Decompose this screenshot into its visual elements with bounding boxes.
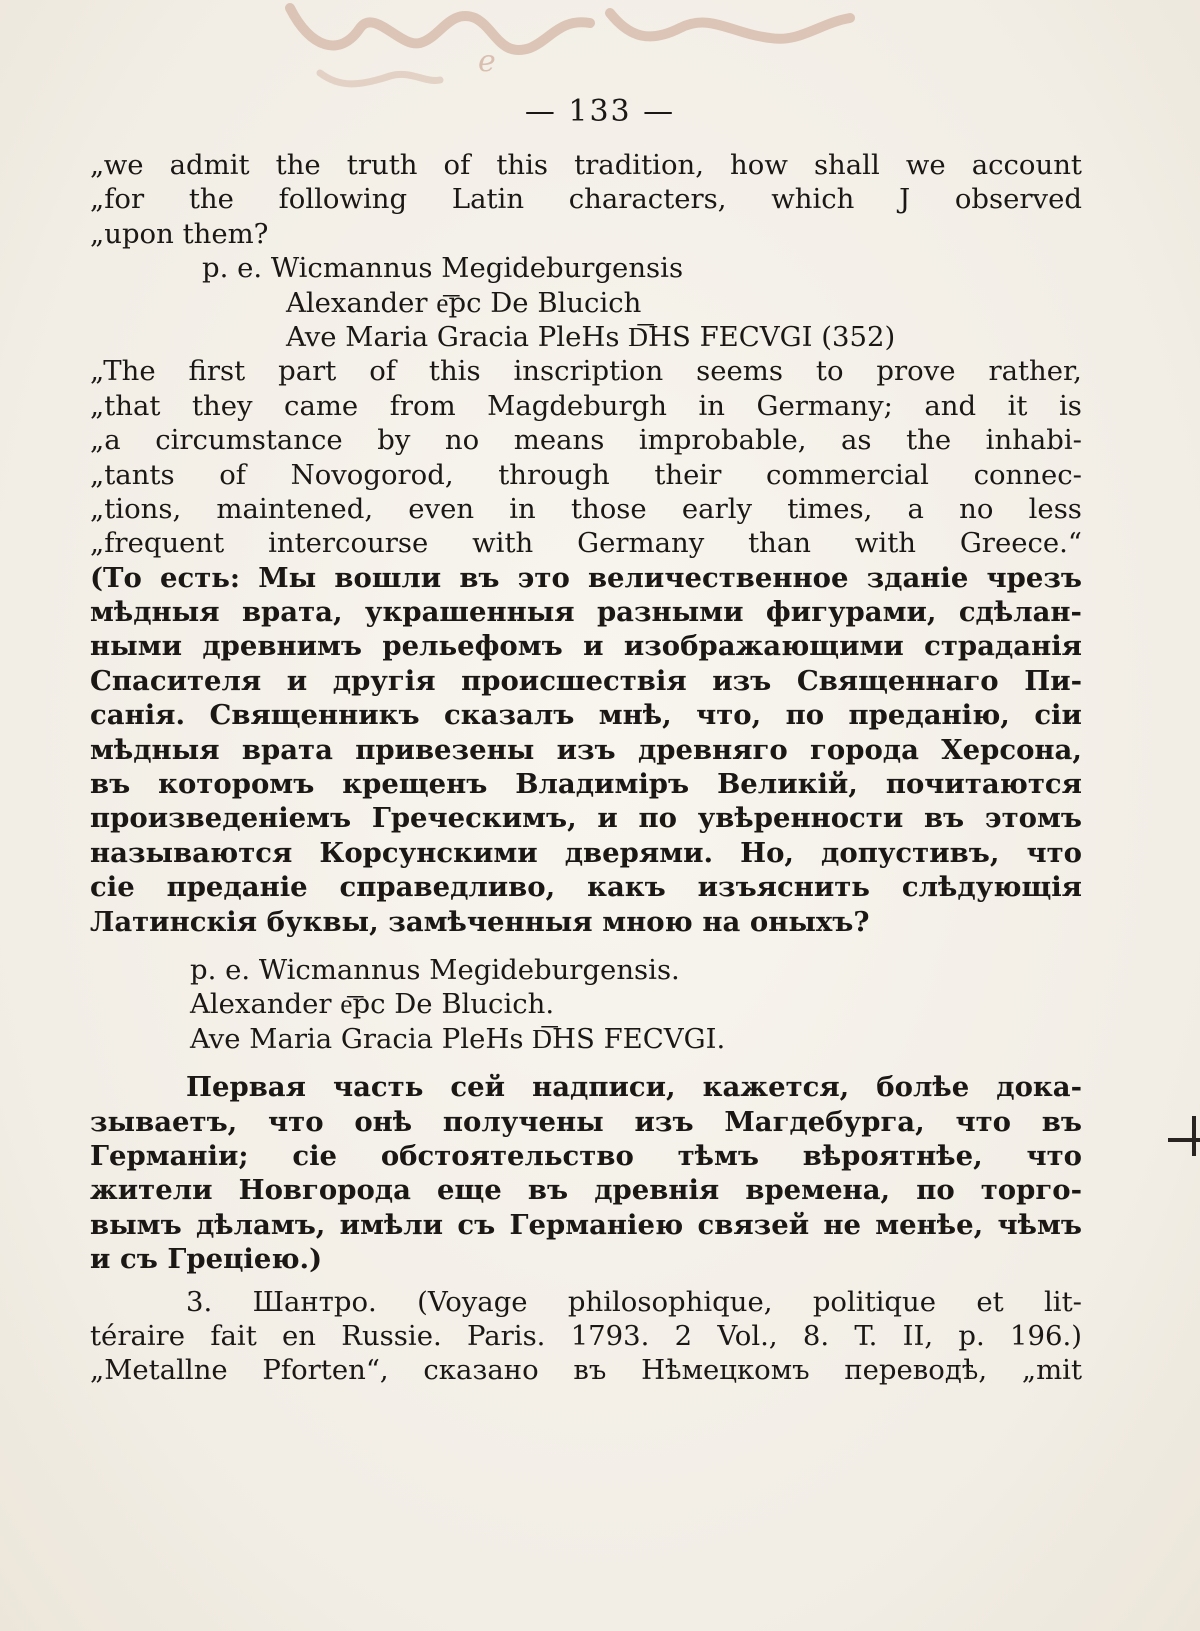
page-number: — 133 — — [524, 94, 676, 129]
body-text — [90, 148, 1082, 1388]
inscription-line: Ave Maria Gracia PleHs D͞HS FECVGI (352) — [286, 320, 896, 353]
text-line: „frequent intercourse with Germany than with Greece.“ — [90, 527, 1082, 560]
text-line: „we admit the truth of this tradition, how shall we account — [90, 149, 1082, 181]
text-line: „The first part of this inscription seems to prove rather, — [90, 355, 1082, 388]
text-line: Спасителя и другія происшествія изъ Священнаго Пи- — [90, 664, 1082, 697]
text-line: téraire fait en Russie. Paris. 1793. 2 Vol., 8. T. II, p. 196.) — [90, 1319, 1082, 1352]
text-line: Первая часть сей надписи, кажется, болѣе дока- — [186, 1071, 1082, 1104]
text-line: мѣдныя врата, украшенныя разными фигурами, сдѣлан- — [90, 596, 1082, 629]
text-line: Германіи; сіе обстоятельство тѣмъ вѣроятнѣе, что — [90, 1139, 1082, 1172]
text-line: жители Новгорода еще въ древнія времена, по торго- — [90, 1174, 1082, 1207]
inscription-line: Alexander e͞pc De Blucich. — [190, 988, 555, 1021]
text-line: мѣдныя врата привезены изъ древняго города Херсона, — [90, 733, 1082, 766]
text-line: „tants of Novogorod, through their commercial connec- — [90, 458, 1082, 491]
margin-mark — [1192, 1116, 1196, 1156]
text-line: Латинскія буквы, замѣченныя мною на оныхъ? — [90, 905, 870, 938]
inscription-line: Alexander e͞pc De Blucich — [286, 286, 642, 319]
text-line: (То есть: Мы вошли въ это величественное зданіе чрезъ — [90, 561, 1082, 594]
text-line: „that they came from Magdeburgh in Germany; and it is — [90, 389, 1082, 422]
text-line: санія. Священникъ сказалъ мнѣ, что, по преданію, сіи — [90, 699, 1082, 732]
text-line: зываетъ, что онѣ получены изъ Магдебурга, что въ — [90, 1105, 1082, 1138]
handwritten-letter: e — [478, 44, 496, 79]
inscription-line: p. e. Wicmannus Megideburgensis — [202, 252, 684, 285]
inscription-line: Ave Maria Gracia PleHs D͞HS FECVGI. — [190, 1022, 726, 1055]
inscription-line: p. e. Wicmannus Megideburgensis. — [190, 953, 680, 986]
text-line: сіе преданіе справедливо, какъ изъяснить слѣдующія — [90, 871, 1082, 904]
text-line: „Metallne Pforten“, сказано въ Нѣмецкомъ переводѣ, „mit — [90, 1354, 1082, 1387]
text-line: „upon them? — [90, 217, 269, 250]
text-line: въ которомъ крещенъ Владиміръ Великій, почитаются — [90, 768, 1082, 801]
text-line: „for the following Latin characters, which J observed — [90, 183, 1082, 216]
text-line: вымъ дѣламъ, имѣли съ Германіею связей не менѣе, чѣмъ — [90, 1208, 1082, 1241]
text-line: „a circumstance by no means improbable, as the inhabi- — [90, 424, 1082, 457]
text-line: называются Корсунскими дверями. Но, допустивъ, что — [90, 836, 1082, 869]
text-line: и съ Греціею.) — [90, 1243, 323, 1276]
text-line: 3. Шантро. (Voyage philosophique, politique et lit- — [186, 1285, 1082, 1318]
handwritten-annotation — [250, 0, 890, 108]
text-line: „tions, maintened, even in those early times, a no less — [90, 492, 1082, 525]
text-line: ными древнимъ рельефомъ и изображающими страданія — [90, 630, 1082, 663]
text-line: произведеніемъ Греческимъ, и по увѣренности въ этомъ — [90, 802, 1082, 835]
